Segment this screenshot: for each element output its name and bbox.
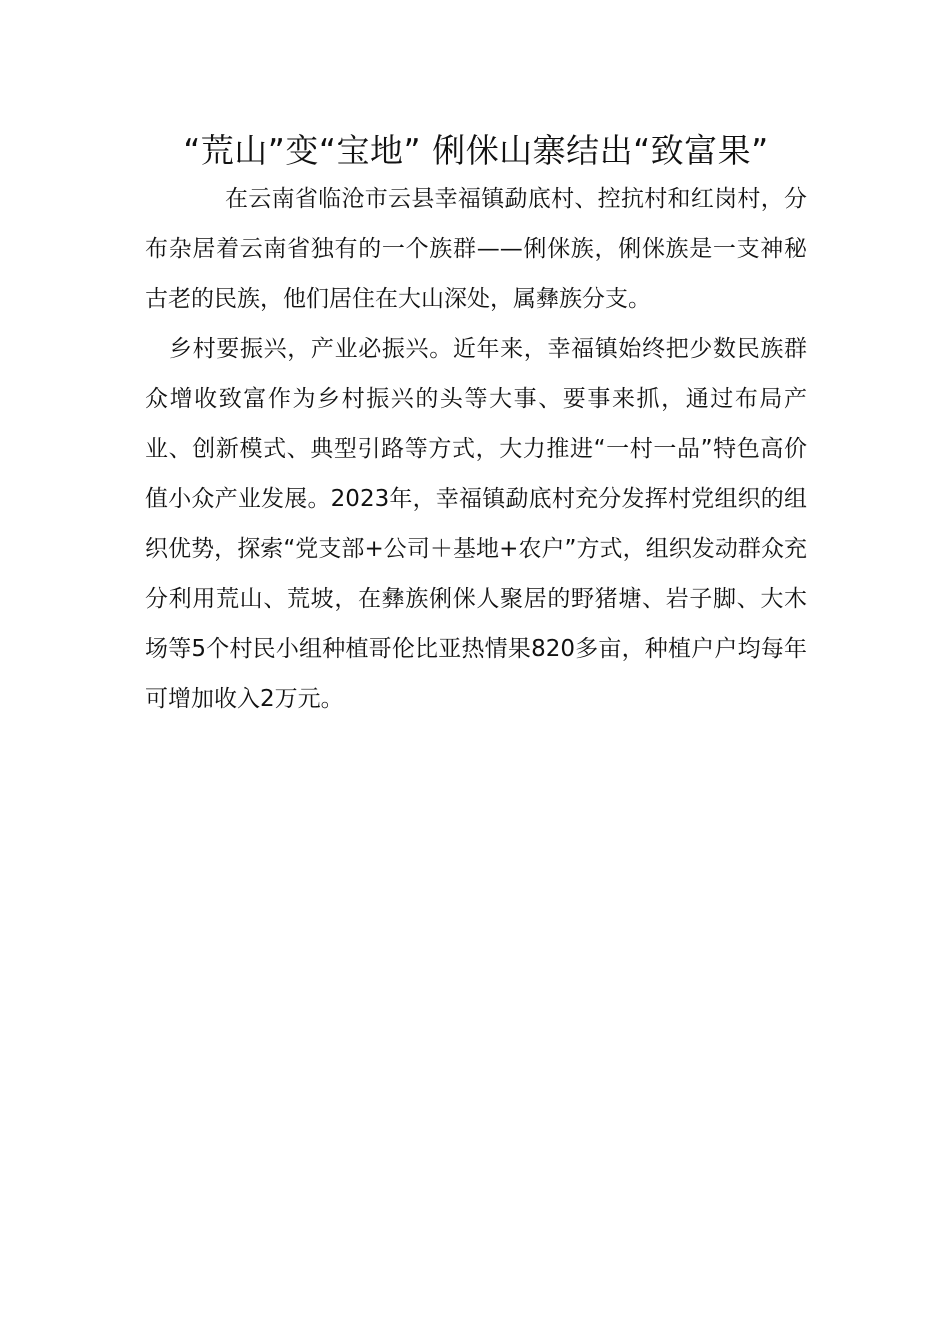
article-title: “荒山”变“宝地” 俐侎山寨结出“致富果” xyxy=(183,131,769,170)
paragraph-industry: 乡村要振兴，产业必振兴。近年来，幸福镇始终把少数民族群众增收致富作为乡村振兴的头等大事、要事来抓，通过布局产业、创新模式、典型引路等方式，大力推进“一村一品”特色高价值小众产业发展。2023年，幸福镇勐底村充分发挥村党组织的组织优势，探索“党支部+公司＋基地+农户”方式，组织发动群众充分利用荒山、荒坡，在彝族俐侎人聚居的野猪塘、岩子脚、大木场等5个村民小组种植哥伦比亚热情果820多亩，种植户户均每年可增加收入2万元。 xyxy=(145,336,807,712)
paragraph-intro: 在云南省临沧市云县幸福镇勐底村、控抗村和红岗村，分布杂居着云南省独有的一个族群——俐侎族，俐侎族是一支神秘古老的民族，他们居住在大山深处，属彝族分支。 xyxy=(145,186,807,312)
document-body xyxy=(145,128,807,724)
